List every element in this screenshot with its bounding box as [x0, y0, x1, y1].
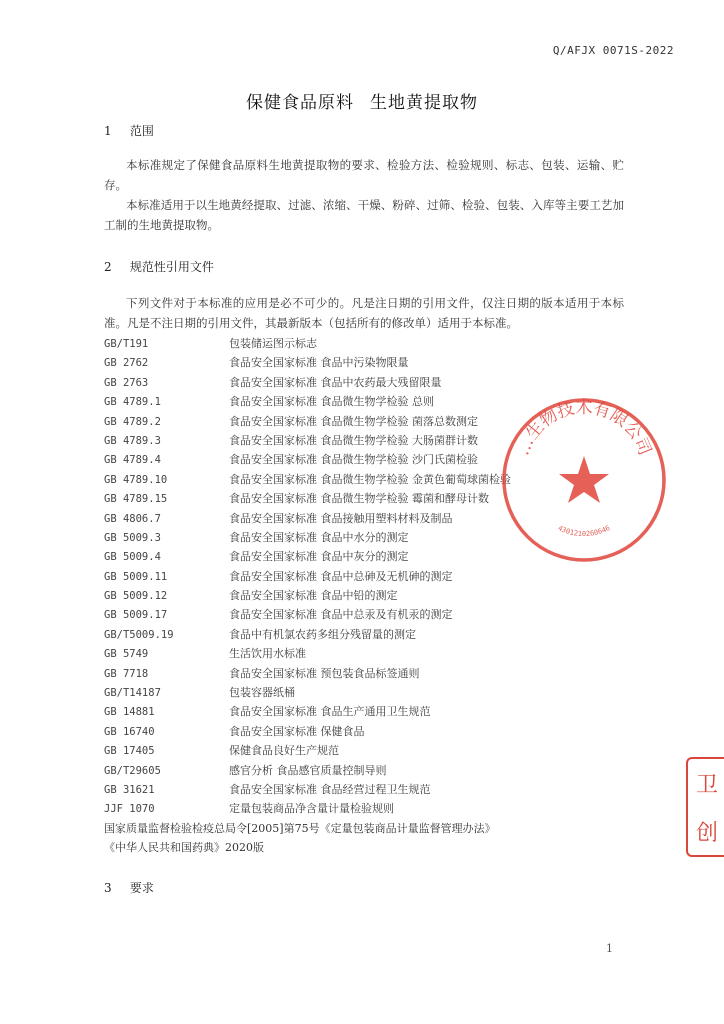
- reference-item: [104, 644, 564, 663]
- pharmacopoeia-note: 《中华人民共和国药典》2020版: [104, 841, 264, 854]
- reference-code: GB 5009.12: [104, 590, 168, 603]
- section-1-heading: [104, 122, 154, 139]
- page-number: 1: [606, 942, 613, 955]
- side-stamp-char: 卫: [695, 772, 718, 798]
- reference-title: 保健食品良好生产规范: [229, 744, 339, 758]
- reference-title: 食品安全国家标准 食品微生物学检验 总则: [229, 395, 434, 409]
- seal-arc-text: …生物技术有限公司: [513, 397, 655, 459]
- regulation-note: 国家质量监督检验检疫总局令[2005]第75号《定量包装商品计量监督管理办法》: [104, 822, 496, 835]
- reference-item: [104, 353, 564, 372]
- document-title: [0, 88, 724, 113]
- reference-code: JJF 1070: [104, 803, 155, 816]
- reference-title: 食品安全国家标准 食品中总汞及有机汞的测定: [229, 608, 453, 622]
- reference-item: [104, 431, 564, 450]
- reference-title: 食品中有机氯农药多组分残留量的测定: [229, 627, 416, 641]
- side-stamp-char: 创: [695, 820, 718, 846]
- reference-title: 食品安全国家标准 食品经营过程卫生规范: [229, 782, 431, 796]
- side-stamp: [686, 757, 724, 857]
- reference-item: [104, 547, 564, 566]
- reference-title: 食品安全国家标准 食品微生物学检验 沙门氏菌检验: [229, 453, 478, 467]
- reference-code: GB 7718: [104, 667, 149, 680]
- reference-item: [104, 334, 564, 353]
- document-number: Q/AFJX 0071S-2022: [552, 44, 674, 57]
- reference-code: GB 2763: [104, 376, 149, 389]
- reference-item: [104, 625, 564, 644]
- reference-item: [104, 741, 564, 760]
- reference-title: 食品安全国家标准 食品中农药最大残留限量: [229, 375, 442, 389]
- reference-title: 食品安全国家标准 食品中总砷及无机砷的测定: [229, 569, 453, 583]
- reference-title: 食品安全国家标准 食品中水分的测定: [229, 530, 409, 544]
- reference-item: [104, 780, 564, 799]
- reference-code: GB 5009.3: [104, 531, 161, 544]
- reference-code: GB 16740: [104, 725, 155, 738]
- scope-paragraph-2: 本标准适用于以生地黄经提取、过滤、浓缩、干燥、粉碎、过筛、检验、包装、入库等主要工艺加工制的生地黄提取物。: [104, 198, 624, 232]
- section-3-heading: [104, 879, 154, 896]
- reference-code: GB 4806.7: [104, 512, 161, 525]
- reference-title: 食品安全国家标准 食品中灰分的测定: [229, 550, 409, 564]
- section-number: 1: [104, 124, 112, 138]
- reference-code: GB 5009.4: [104, 551, 161, 564]
- reference-item: [104, 470, 564, 489]
- reference-item: [104, 450, 564, 469]
- reference-code: GB 5749: [104, 648, 149, 661]
- scope-paragraph-1: 本标准规定了保健食品原料生地黄提取物的要求、检验方法、检验规则、标志、包装、运输、贮存。: [104, 158, 624, 192]
- section-title: 要求: [129, 881, 154, 895]
- reference-code: GB 4789.1: [104, 396, 161, 409]
- reference-item: [104, 567, 564, 586]
- section-title: 范围: [129, 124, 154, 138]
- reference-title: 定量包装商品净含量计量检验规则: [229, 802, 394, 816]
- reference-code: GB 14881: [104, 706, 155, 719]
- title-part-1: 保健食品原料: [246, 93, 354, 113]
- section-title: 规范性引用文件: [129, 260, 214, 274]
- reference-title: 食品安全国家标准 食品接触用塑料材料及制品: [229, 511, 453, 525]
- reference-code: GB 4789.15: [104, 493, 168, 506]
- reference-title: 食品安全国家标准 食品微生物学检验 大肠菌群计数: [229, 433, 478, 447]
- reference-code: GB 4789.3: [104, 434, 161, 447]
- reference-code: GB 4789.10: [104, 473, 168, 486]
- reference-item: [104, 761, 564, 780]
- reference-code: GB 2762: [104, 357, 149, 370]
- reference-title: 食品安全国家标准 食品微生物学检验 菌落总数测定: [229, 414, 478, 428]
- reference-item: [104, 722, 564, 741]
- reference-item: [104, 392, 564, 411]
- normative-intro: 下列文件对于本标准的应用是必不可少的。凡是注日期的引用文件，仅注日期的版本适用于本标准。凡是不注日期的引用文件，其最新版本（包括所有的修改单）适用于本标准。: [104, 296, 624, 330]
- reference-code: GB 4789.4: [104, 454, 161, 467]
- reference-title: 食品安全国家标准 保健食品: [229, 724, 365, 738]
- company-seal: [498, 394, 670, 566]
- reference-code: GB/T29605: [104, 764, 161, 777]
- reference-item: [104, 586, 564, 605]
- reference-code: GB 5009.11: [104, 570, 168, 583]
- reference-title: 包装容器纸桶: [229, 686, 295, 700]
- reference-item: [104, 664, 564, 683]
- reference-item: [104, 412, 564, 431]
- reference-code: GB 5009.17: [104, 609, 168, 622]
- reference-title: 食品安全国家标准 食品生产通用卫生规范: [229, 705, 431, 719]
- reference-item: [104, 702, 564, 721]
- reference-item: [104, 489, 564, 508]
- section-2-heading: [104, 258, 214, 275]
- reference-code: GB 4789.2: [104, 415, 161, 428]
- reference-item: [104, 373, 564, 392]
- seal-code: 4301210260646: [556, 524, 612, 539]
- section-number: 3: [104, 881, 112, 895]
- reference-item: [104, 683, 564, 702]
- seal-star-icon: [559, 456, 609, 503]
- reference-code: GB/T5009.19: [104, 628, 174, 641]
- reference-title: 感官分析 食品感官质量控制导则: [229, 763, 387, 777]
- reference-title: 食品安全国家标准 食品中铅的测定: [229, 589, 398, 603]
- reference-title: 包装储运图示标志: [229, 337, 317, 350]
- title-part-2: 生地黄提取物: [370, 93, 478, 113]
- reference-title: 食品安全国家标准 食品微生物学检验 霉菌和酵母计数: [229, 492, 489, 506]
- reference-code: GB 31621: [104, 783, 155, 796]
- reference-code: GB 17405: [104, 745, 155, 758]
- reference-item: [104, 528, 564, 547]
- reference-title: 食品安全国家标准 食品中污染物限量: [229, 356, 409, 370]
- reference-code: GB/T14187: [104, 687, 161, 700]
- reference-title: 食品安全国家标准 预包装食品标签通则: [229, 666, 420, 680]
- reference-list: [104, 334, 564, 819]
- reference-item: [104, 605, 564, 624]
- section-number: 2: [104, 260, 112, 274]
- reference-item: [104, 509, 564, 528]
- reference-title: 生活饮用水标准: [229, 647, 306, 661]
- reference-item: [104, 799, 564, 818]
- reference-title: 食品安全国家标准 食品微生物学检验 金黄色葡萄球菌检验: [229, 472, 511, 486]
- reference-code: GB/T191: [104, 338, 149, 350]
